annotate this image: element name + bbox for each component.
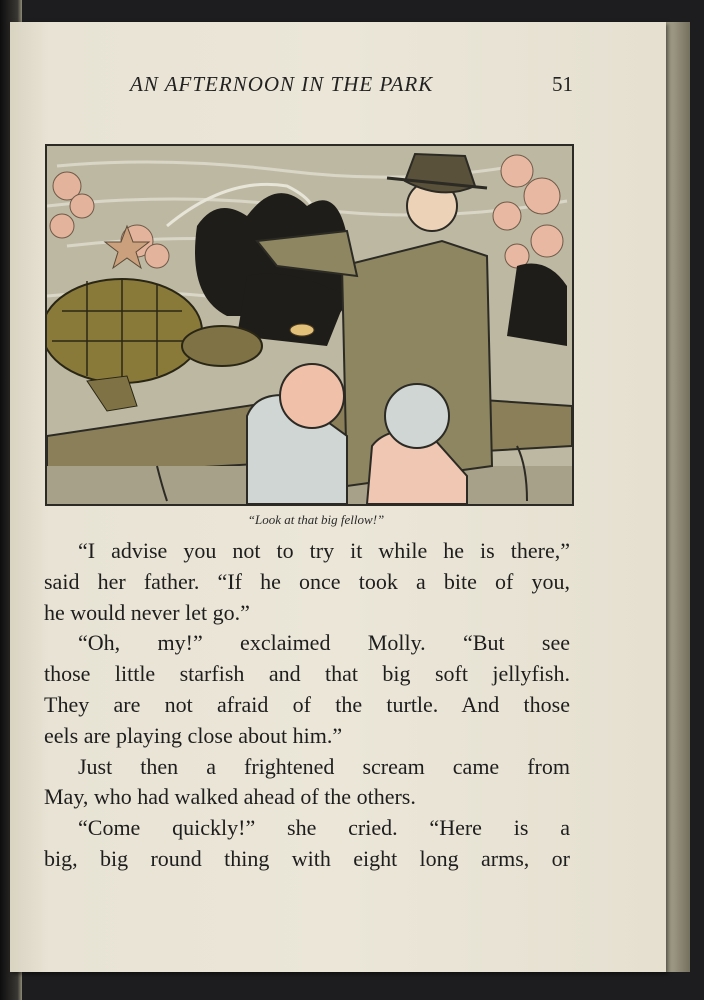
illustration-caption: [0, 512, 704, 528]
text-line: eels are playing close about him.”: [44, 722, 343, 748]
text-line: “Come quickly!” she cried. “Here is a: [78, 815, 570, 841]
aquarium-illustration-art: [47, 146, 572, 504]
text-line: May, who had walked ahead of the others.: [44, 784, 416, 810]
text-line: he would never let go.”: [44, 599, 250, 625]
small-fish: [290, 324, 314, 336]
text-line: those little starfish and that big soft jellyfish.: [44, 661, 570, 687]
running-head: AN AFTERNOON IN THE PARK: [130, 72, 434, 96]
illustration-aquarium: [45, 144, 574, 506]
text-line: said her father. “If he once took a bite of you,: [44, 568, 570, 594]
page-number: 51: [552, 72, 573, 96]
text-line: “Oh, my!” exclaimed Molly. “But see: [78, 630, 570, 656]
page-header: [0, 72, 704, 102]
caption-text: “Look at that big fellow!”: [247, 512, 385, 527]
text-line: big, big round thing with eight long arms, or: [44, 845, 570, 871]
body-text: [44, 536, 570, 875]
text-line: “I advise you not to try it while he is there,”: [78, 538, 570, 563]
text-line: They are not afraid of the turtle. And those: [44, 691, 570, 717]
text-line: Just then a frightened scream came from: [78, 753, 570, 779]
